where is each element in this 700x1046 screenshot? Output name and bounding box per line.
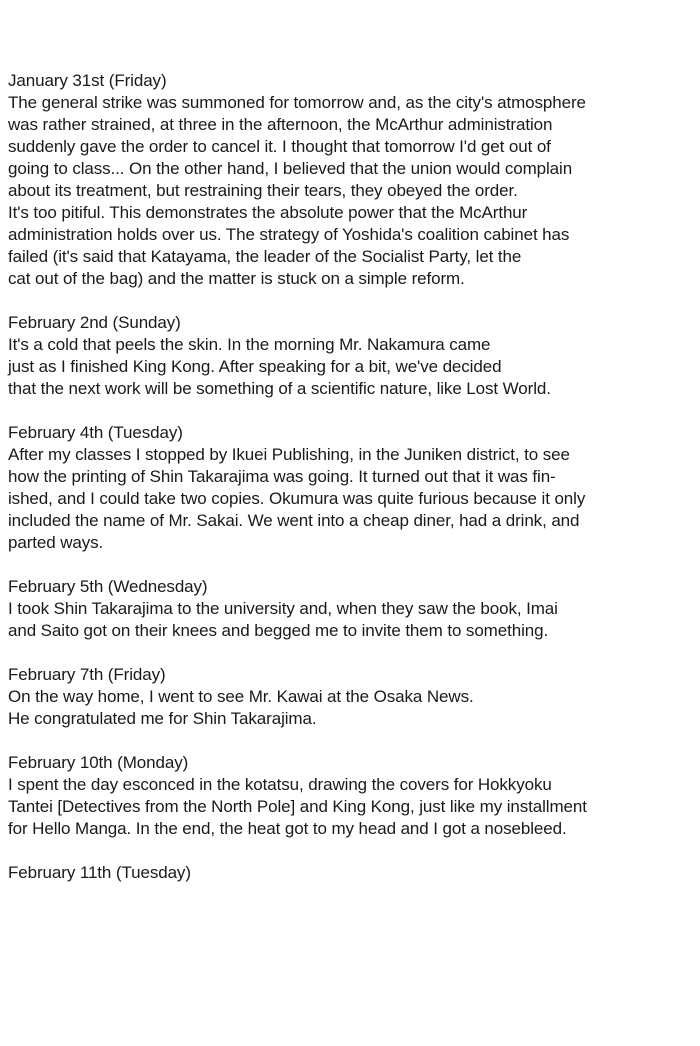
diary-entry xyxy=(8,312,700,400)
entry-date: February 5th (Wednesday) xyxy=(8,577,208,596)
diary-page xyxy=(8,70,700,906)
entry-text-line: He congratulated me for Shin Takarajima. xyxy=(8,709,317,728)
entry-text-line: The general strike was summoned for tomorrow and, as the city's atmosphere xyxy=(8,93,586,112)
entry-text-line: I spent the day esconced in the kotatsu, drawing the covers for Hokkyoku xyxy=(8,775,552,794)
diary-entry xyxy=(8,70,700,290)
entry-text-line: administration holds over us. The strategy of Yoshida's coalition cabinet has xyxy=(8,225,570,244)
entry-text-line: going to class... On the other hand, I believed that the union would complain xyxy=(8,159,573,178)
entry-text-line: about its treatment, but restraining their tears, they obeyed the order. xyxy=(8,181,518,200)
entry-text-line: It's a cold that peels the skin. In the morning Mr. Nakamura came xyxy=(8,335,491,354)
entry-text-line: how the printing of Shin Takarajima was going. It turned out that it was fin- xyxy=(8,467,556,486)
diary-entry xyxy=(8,422,700,554)
entry-text-line: ished, and I could take two copies. Okumura was quite furious because it only xyxy=(8,489,586,508)
entry-text-line: was rather strained, at three in the afternoon, the McArthur administration xyxy=(8,115,553,134)
entry-date: February 10th (Monday) xyxy=(8,753,189,772)
entry-text-line: Tantei [Detectives from the North Pole] and King Kong, just like my installment xyxy=(8,797,587,816)
entry-text-line: and Saito got on their knees and begged me to invite them to something. xyxy=(8,621,549,640)
diary-entry xyxy=(8,576,700,642)
entry-date: February 4th (Tuesday) xyxy=(8,423,183,442)
entry-date: February 11th (Tuesday) xyxy=(8,863,191,882)
entry-text-line: included the name of Mr. Sakai. We went into a cheap diner, had a drink, and xyxy=(8,511,580,530)
entry-text-line: for Hello Manga. In the end, the heat got to my head and I got a nosebleed. xyxy=(8,819,567,838)
entry-text-line: that the next work will be something of a scientific nature, like Lost World. xyxy=(8,379,551,398)
entry-text-line: It's too pitiful. This demonstrates the absolute power that the McArthur xyxy=(8,203,528,222)
diary-entry xyxy=(8,752,700,840)
entry-text-line: On the way home, I went to see Mr. Kawai at the Osaka News. xyxy=(8,687,474,706)
entry-text-line: parted ways. xyxy=(8,533,104,552)
entry-text-line: After my classes I stopped by Ikuei Publishing, in the Juniken district, to see xyxy=(8,445,570,464)
entry-date: February 7th (Friday) xyxy=(8,665,166,684)
entry-text-line: suddenly gave the order to cancel it. I thought that tomorrow I'd get out of xyxy=(8,137,551,156)
diary-entry xyxy=(8,862,700,884)
entry-text-line: I took Shin Takarajima to the university and, when they saw the book, Imai xyxy=(8,599,558,618)
entry-text-line: cat out of the bag) and the matter is stuck on a simple reform. xyxy=(8,269,465,288)
entry-text-line: failed (it's said that Katayama, the leader of the Socialist Party, let the xyxy=(8,247,522,266)
entry-text-line: just as I finished King Kong. After speaking for a bit, we've decided xyxy=(8,357,502,376)
diary-entry xyxy=(8,664,700,730)
entry-date: January 31st (Friday) xyxy=(8,71,167,90)
entry-date: February 2nd (Sunday) xyxy=(8,313,181,332)
